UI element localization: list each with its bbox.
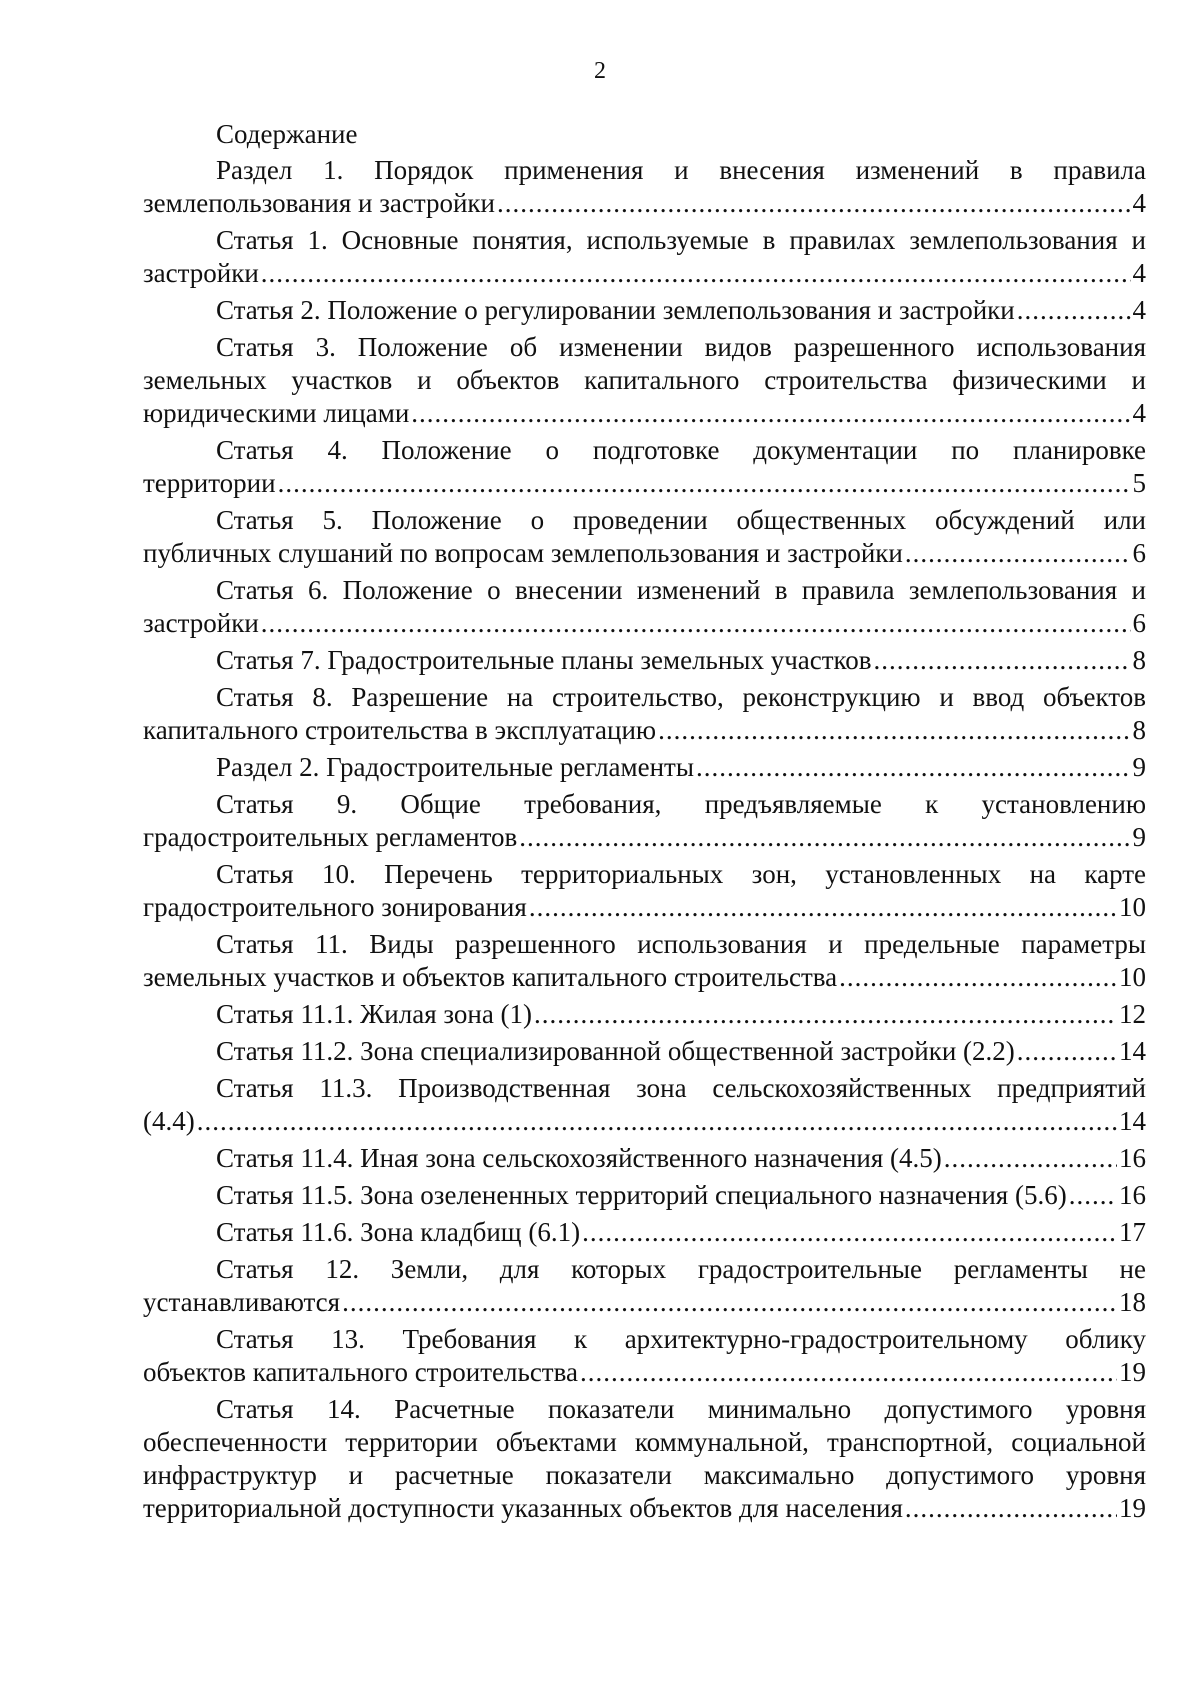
- dot-leader: [905, 537, 1131, 570]
- dot-leader: [580, 1356, 1117, 1389]
- toc-entry-title: Статья 12. Земли, для которых градостроительные регламенты не: [216, 1254, 1146, 1284]
- dot-leader: [1017, 294, 1131, 327]
- toc-entry[interactable]: [143, 294, 1146, 327]
- dot-leader: [839, 961, 1117, 994]
- toc-entry-title: Статья 13. Требования к архитектурно-градостроительному облику: [216, 1324, 1146, 1354]
- toc-entry-title: Статья 5. Положение о проведении общественных обсуждений или: [216, 505, 1146, 535]
- toc-entry-page: 4: [1132, 398, 1146, 428]
- toc-entry-page: 10: [1119, 962, 1146, 992]
- table-of-contents: [143, 154, 1146, 1529]
- toc-entry-page: 4: [1132, 188, 1146, 218]
- toc-entry-title: Статья 11.3. Производственная зона сельскохозяйственных предприятий: [216, 1073, 1146, 1103]
- toc-entry-text: Статья 7. Градостроительные планы земельных участков: [216, 645, 872, 675]
- dot-leader: [261, 607, 1131, 640]
- toc-entry[interactable]: [143, 1393, 1146, 1525]
- toc-entry[interactable]: [143, 788, 1146, 854]
- toc-entry-title: Статья 1. Основные понятия, используемые в правилах землепользования и: [216, 225, 1146, 255]
- toc-entry[interactable]: [143, 751, 1146, 784]
- dot-leader: [278, 467, 1131, 500]
- toc-entry[interactable]: [143, 331, 1146, 430]
- toc-entry-text: Статья 11.2. Зона специализированной общественной застройки (2.2): [216, 1036, 1015, 1066]
- toc-entry-text: Статья 11.5. Зона озелененных территорий специального назначения (5.6): [216, 1180, 1067, 1210]
- dot-leader: [944, 1142, 1117, 1175]
- toc-entry-text: застройки: [143, 258, 259, 288]
- toc-entry-text: (4.4): [143, 1106, 195, 1136]
- toc-entry-text: объектов капитального строительства: [143, 1357, 578, 1387]
- toc-entry[interactable]: [143, 1072, 1146, 1138]
- page-number: 2: [594, 58, 606, 84]
- toc-entry-page: 16: [1119, 1143, 1146, 1173]
- toc-entry-title: Статья 11. Виды разрешенного использования и предельные параметры: [216, 929, 1146, 959]
- toc-entry-title: Статья 14. Расчетные показатели минимально допустимого уровня обеспеченности территории объектами коммунальной, транспортной, социальной инфраструктур и расчетные показатели максимально допустимого уровня: [143, 1394, 1146, 1490]
- toc-entry-text: устанавливаются: [143, 1287, 341, 1317]
- toc-entry-page: 16: [1119, 1180, 1146, 1210]
- toc-entry-text: юридическими лицами: [143, 398, 410, 428]
- toc-entry-text: территориальной доступности указанных объектов для населения: [143, 1493, 903, 1523]
- toc-entry-text: земельных участков и объектов капитального строительства: [143, 962, 838, 992]
- toc-entry-text: Статья 11.1. Жилая зона (1): [216, 999, 533, 1029]
- dot-leader: [696, 751, 1131, 784]
- toc-entry-page: 14: [1119, 1106, 1146, 1136]
- toc-entry-page: 4: [1132, 295, 1146, 325]
- toc-entry-page: 10: [1119, 892, 1146, 922]
- dot-leader: [411, 397, 1130, 430]
- toc-entry-title: Раздел 1. Порядок применения и внесения изменений в правила: [216, 155, 1146, 185]
- toc-entry[interactable]: [143, 154, 1146, 220]
- toc-entry-text: территории: [143, 468, 276, 498]
- toc-entry-text: публичных слушаний по вопросам землепользования и застройки: [143, 538, 903, 568]
- toc-entry[interactable]: [143, 998, 1146, 1031]
- toc-entry[interactable]: [143, 858, 1146, 924]
- toc-entry-page: 6: [1132, 538, 1146, 568]
- dot-leader: [534, 998, 1117, 1031]
- toc-entry-title: Статья 8. Разрешение на строительство, реконструкцию и ввод объектов: [216, 682, 1146, 712]
- dot-leader: [1017, 1035, 1117, 1068]
- toc-entry-text: землепользования и застройки: [143, 188, 496, 218]
- dot-leader: [497, 187, 1130, 220]
- toc-entry-page: 14: [1119, 1036, 1146, 1066]
- toc-entry[interactable]: [143, 224, 1146, 290]
- toc-entry-text: застройки: [143, 608, 259, 638]
- toc-entry-text: Статья 11.4. Иная зона сельскохозяйственного назначения (4.5): [216, 1143, 942, 1173]
- dot-leader: [905, 1492, 1117, 1525]
- toc-entry-text: капитального строительства в эксплуатацию: [143, 715, 657, 745]
- dot-leader: [529, 891, 1117, 924]
- toc-entry-title: Статья 6. Положение о внесении изменений в правила землепользования и: [216, 575, 1146, 605]
- toc-entry-page: 8: [1132, 645, 1146, 675]
- dot-leader: [342, 1286, 1117, 1319]
- toc-entry-title: Статья 9. Общие требования, предъявляемые к установлению: [216, 789, 1146, 819]
- toc-entry-page: 4: [1132, 258, 1146, 288]
- toc-entry[interactable]: [143, 434, 1146, 500]
- toc-entry[interactable]: [143, 681, 1146, 747]
- toc-entry-page: 8: [1132, 715, 1146, 745]
- toc-entry[interactable]: [143, 574, 1146, 640]
- toc-entry[interactable]: [143, 504, 1146, 570]
- toc-entry[interactable]: [143, 1142, 1146, 1175]
- toc-entry-page: 19: [1119, 1357, 1146, 1387]
- toc-entry[interactable]: [143, 1216, 1146, 1249]
- toc-entry-text: градостроительного зонирования: [143, 892, 527, 922]
- dot-leader: [658, 714, 1130, 747]
- toc-entry-text: Раздел 2. Градостроительные регламенты: [216, 752, 694, 782]
- toc-entry-page: 12: [1119, 999, 1146, 1029]
- toc-entry-page: 9: [1132, 752, 1146, 782]
- toc-entry-text: Статья 2. Положение о регулировании землепользования и застройки: [216, 295, 1015, 325]
- toc-entry-title: Статья 10. Перечень территориальных зон, установленных на карте: [216, 859, 1146, 889]
- toc-entry[interactable]: [143, 644, 1146, 677]
- toc-entry[interactable]: [143, 1179, 1146, 1212]
- dot-leader: [261, 257, 1131, 290]
- dot-leader: [197, 1105, 1117, 1138]
- toc-entry-text: Статья 11.6. Зона кладбищ (6.1): [216, 1217, 581, 1247]
- toc-entry[interactable]: [143, 1253, 1146, 1319]
- toc-entry-title: Статья 4. Положение о подготовке документации по планировке: [216, 435, 1146, 465]
- toc-entry-page: 6: [1132, 608, 1146, 638]
- toc-entry-title: Статья 3. Положение об изменении видов разрешенного использования земельных участков и объектов капитального строительства физическими и: [143, 332, 1146, 395]
- toc-entry-page: 19: [1119, 1493, 1146, 1523]
- toc-title: Содержание: [216, 119, 358, 149]
- toc-entry-page: 17: [1119, 1217, 1146, 1247]
- toc-entry[interactable]: [143, 1035, 1146, 1068]
- toc-entry[interactable]: [143, 1323, 1146, 1389]
- toc-entry-page: 9: [1132, 822, 1146, 852]
- toc-entry[interactable]: [143, 928, 1146, 994]
- dot-leader: [519, 821, 1130, 854]
- dot-leader: [874, 644, 1131, 677]
- dot-leader: [582, 1216, 1117, 1249]
- dot-leader: [1069, 1179, 1117, 1212]
- toc-entry-text: градостроительных регламентов: [143, 822, 518, 852]
- toc-entry-page: 18: [1119, 1287, 1146, 1317]
- toc-entry-page: 5: [1132, 468, 1146, 498]
